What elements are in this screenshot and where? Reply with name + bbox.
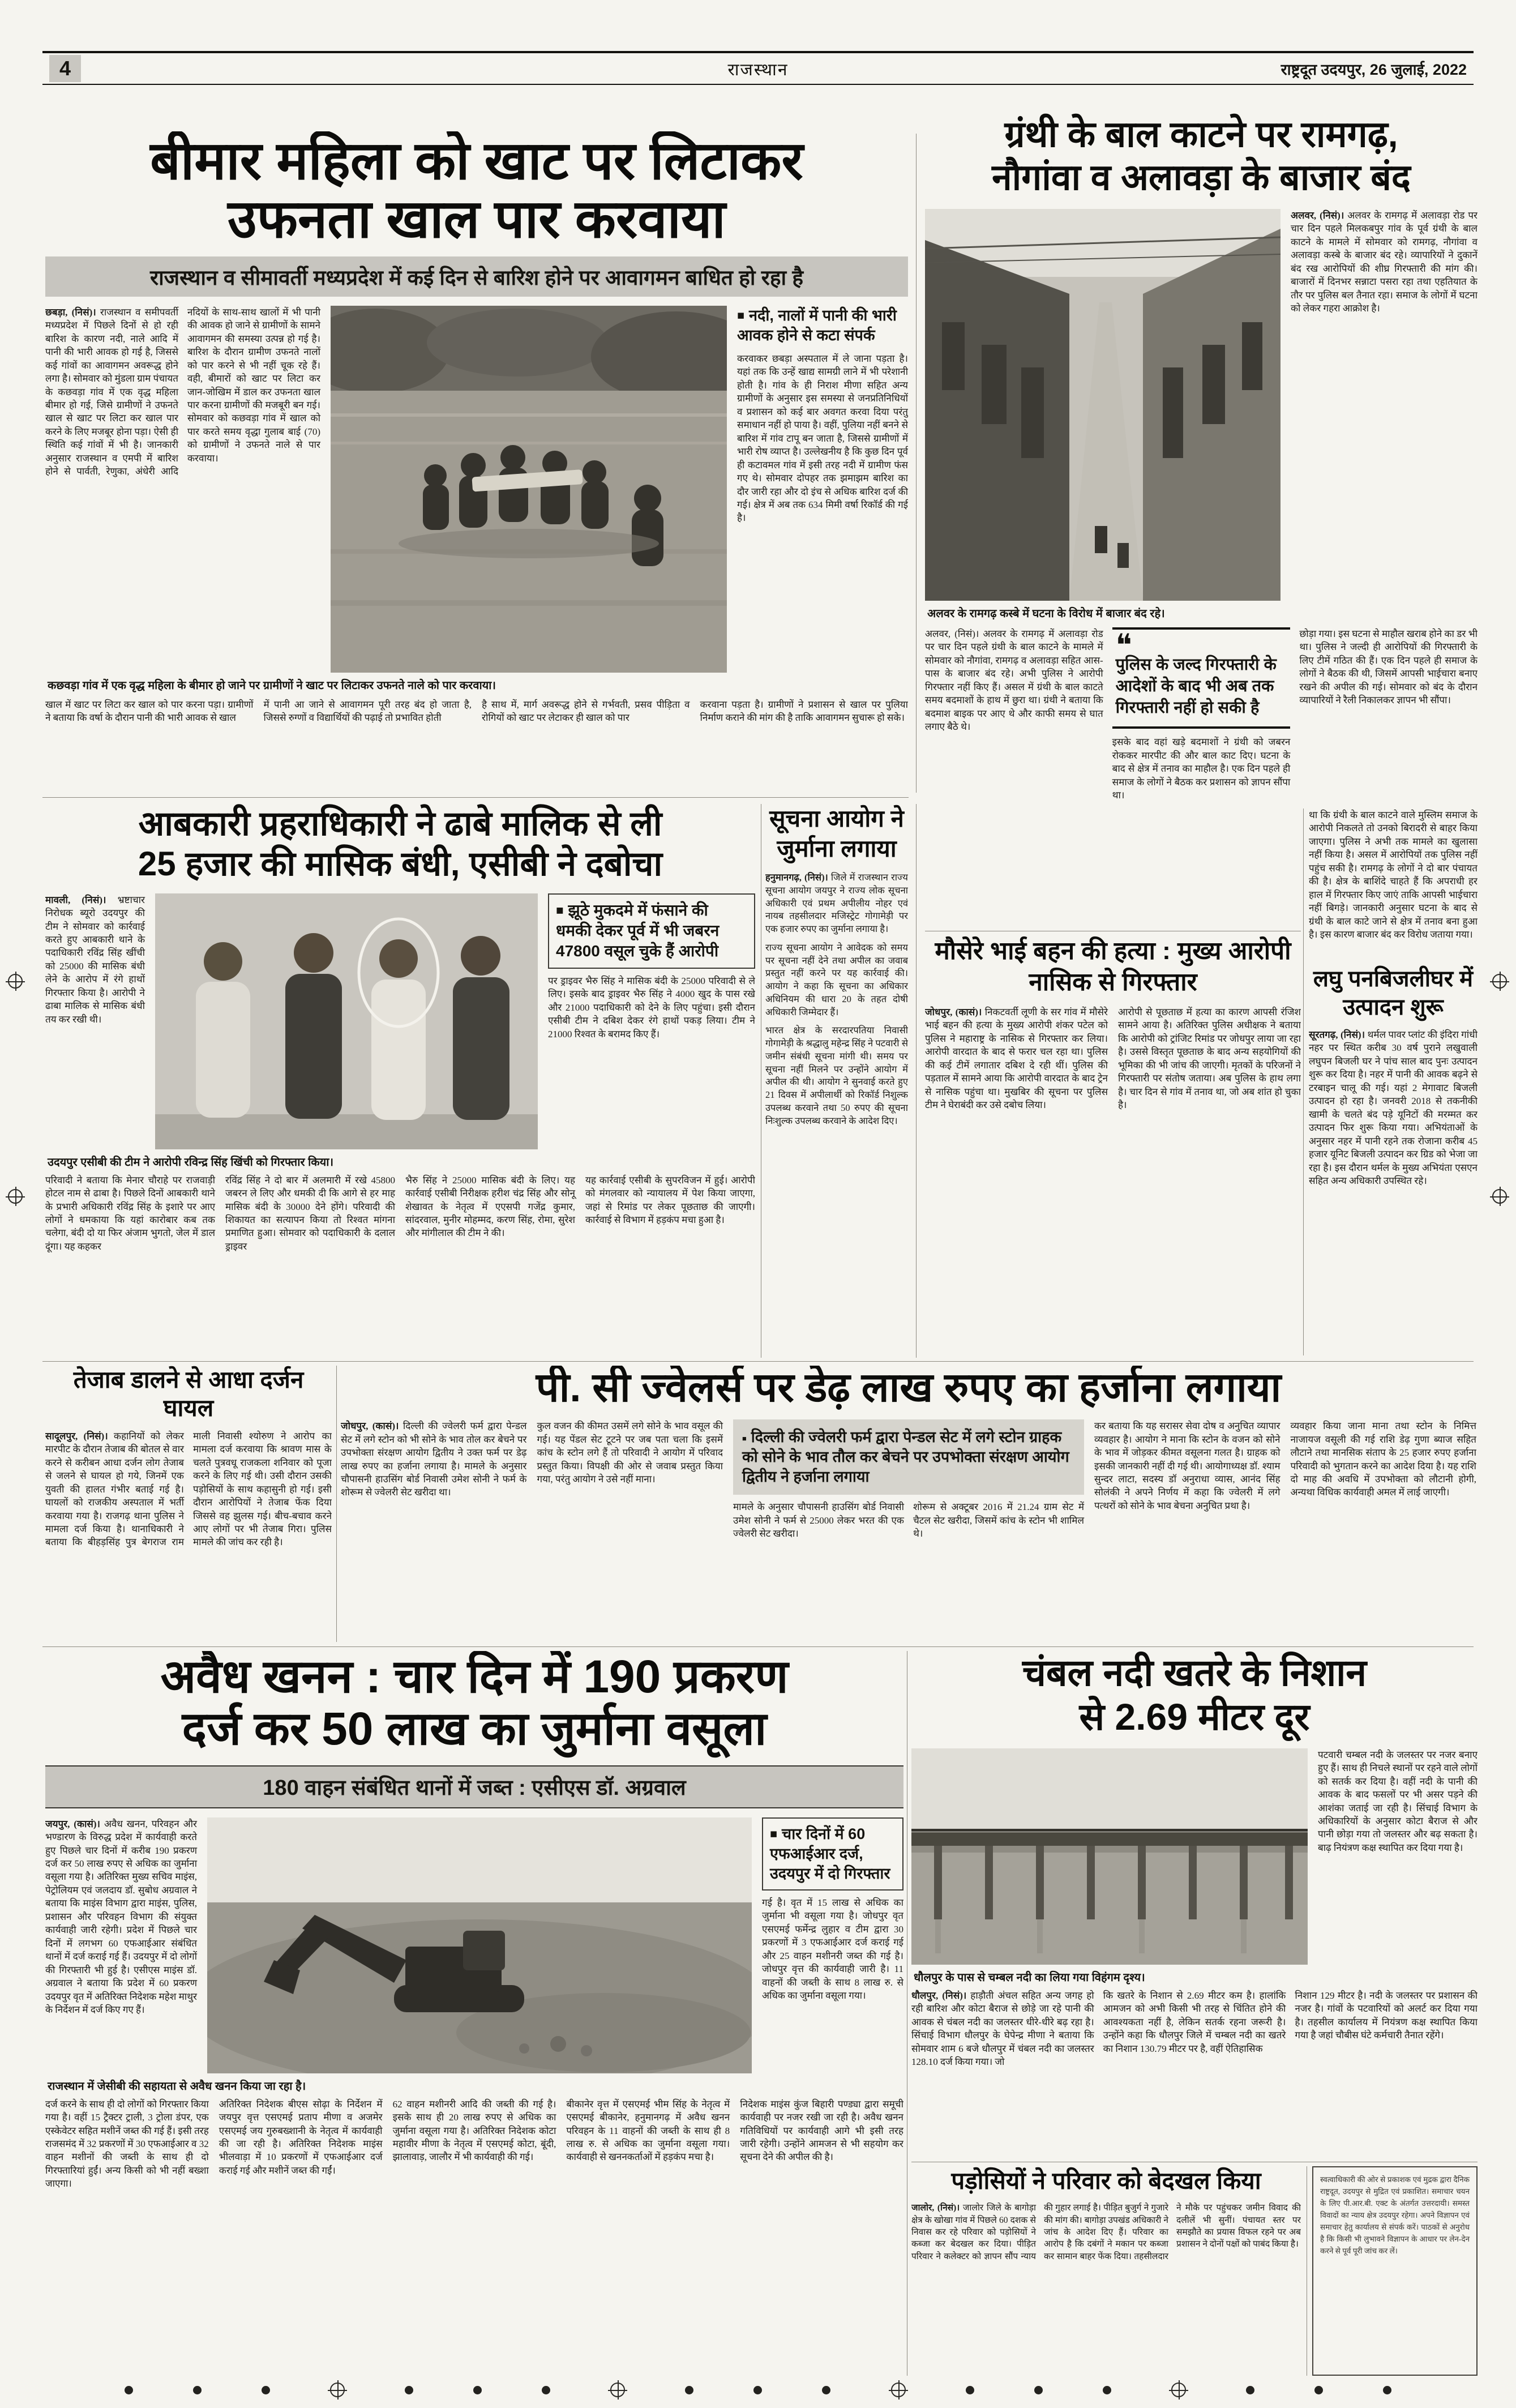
flood-lead-text: राजस्थान व समीपवर्ती मध्यप्रदेश में पिछले दिनों से हो रही बारिश के कारण नदी, नाले आदि में पानी की भारी आवक हो गई है, जिससे कई गांवों का आवागमन अवरूद्ध होने लगा है। सोमवार को मुंडला ग्राम पंचायत के कछवड़ा गांव में एक वृद्ध महिला बीमार हो गई, जिसे ग्रामीणों ने उफनते खाल से खाट पर लिटा कर खाल पार करने के लिए मजबूर होना पड़ा। ऐसी ही स्थिति कई गांवों में भी है। जानकारी अनुसार राजस्थान व एमपी में बारिश होने से पार्वती, रेणुका, अंधेरी आदि नदियों के साथ-साथ खालों में भी पानी की आवक हो जाने से ग्रामीणों के सामने आवागमन की समस्या उत्पन्न हो गई है। बारिश के दौरान ग्रामीण उफनते नालों को पार करने से भी नहीं चूक रहे हैं। वही, बीमारों को खाट पर लिटा कर जान-जोखिम में डाल कर उफनता खाल पार करना ग्रामीणों की मजबूरी बन गई। सोमवार को कछवड़ा गांव में खाल को पार करते समय वृद्धा गुलाब बाई (70) को ग्रामीणों ने उफनते नाले से पार करवाया। xyxy=(45,306,320,477)
granthi-callout-text: पुलिस के जल्द गिरफ्तारी के आदेशों के बाद भी अब तक गिरफ्तारी नहीं हो सकी है xyxy=(1115,656,1277,717)
article-padosi-bedakhal xyxy=(911,2166,1301,2376)
granthi-side-column xyxy=(1291,209,1478,601)
chambal-dateline: धौलपुर, (निसं)। xyxy=(911,1990,967,2001)
jewellers-graybox-text: दिल्ली की ज्वेलरी फर्म द्वारा पेन्डल सेट में लगे स्टोन ग्राहक को सोने के भाव तौल कर बेचने पर उपभोक्ता संरक्षण आयोग द्वितीय ने हर्जाना लगाया xyxy=(742,1428,1069,1486)
divider-vertical-laghu xyxy=(1303,809,1304,1355)
flood-box-title-wrap xyxy=(737,306,908,345)
acb-headline-line1: आबकारी प्रहराधिकारी ने ढाबे मालिक से ली xyxy=(138,805,662,842)
jewellers-mid-col-2: शोरूम से अक्टूबर 2016 में 21.24 ग्राम सेट में चैटल सेट खरीदा, जिसमें कांच के स्टोन भी शामिल थे। xyxy=(913,1502,1084,1539)
mining-dateline: जयपुर, (कासं)। xyxy=(45,1818,100,1829)
flood-dateline: छबड़ा, (निसं)। xyxy=(45,306,96,318)
granthi-headline-line2: नौगांवा व अलावड़ा के बाजार बंद xyxy=(992,156,1411,198)
suchna-para-1-text: जिले में राजस्थान राज्य सूचना आयोग जयपुर ने राज्य लोक सूचना अधिकारी एवं प्रथम अपीलीय नोहर एवं नायब तहसीलदार मजिस्ट्रेट गोगामेड़ी पर एक हजार रुपए का जुर्माना लगाया है। xyxy=(765,872,908,935)
tezab-body xyxy=(45,1430,332,1642)
granthi-dateline: अलवर, (निसं)। xyxy=(1291,210,1344,221)
suchna-para-3: भारत क्षेत्र के सरदारपतिया निवासी गोगामेड़ी के श्रद्धालु महेन्द्र सिंह ने पटवारी से जमीन संबंधी सूचना मांगी थी। समय पर सूचना नहीं मिलने पर उन्होंने आयोग में अपील की थी। आयोग ने सुनवाई करते हुए 21 दिवस में अपीलार्थी को रिकॉर्ड निशुल्क उपलब्ध करवाने तथा 50 रुपए की सूचना निःशुल्क उपलब्ध करवाने के आदेश दिए। xyxy=(765,1025,908,1126)
flood-photo-caption: कछवड़ा गांव में एक वृद्ध महिला के बीमार हो जाने पर ग्रामीणों ने खाट पर लिटाकर उफनते नाले को पार करवाया। xyxy=(48,679,496,692)
granthi-col-2 xyxy=(1112,627,1291,893)
print-dot-icon xyxy=(262,2386,270,2394)
mausere-col-1-text: निकटवर्ती लूणी के सर गांव में मौसेरे भाई बहन की हत्या के मुख्य आरोपी शंकर पटेल को पुलिस ने महाराष्ट्र के नासिक से गिरफ्तार कर लिया। आरोपी वारदात के बाद से फरार चल रहा था। पुलिस की कई टीमें लगातार दबिश दे रही थीं। पुलिस की पड़ताल में सामने आया कि आरोपी वारदात के बाद ट्रेन से नासिक पहुंचा था। मुखबिर की सूचना पर पुलिस टीम ने घेराबंदी कर उसे दबोच लिया। xyxy=(925,1007,1108,1111)
flood-bottom-col-1: खाल में खाट पर लिटा कर खाल को पार करना पड़ा। ग्रामीणों ने बताया कि वर्षा के दौरान पानी की भारी आवक से खाल xyxy=(45,699,254,724)
edition-dateline: राष्ट्रदूत उदयपुर, 26 जुलाई, 2022 xyxy=(1281,61,1467,78)
jewellers-col-6: व्यवहार किया जाना माना तथा स्टोन के निमित्त नाजायज वसूली की गई राशि डेढ़ गुणा ब्याज सहित लौटाने तथा मानसिक संताप के 25 हजार रुपए हर्जाना परिवादी को भुगतान करने का आदेश दिया है। यह राशि दो माह की अवधि में उपभोक्ता को लौटानी होगी, अन्यथा विधिक कार्यवाही अमल में लाई जाएगी। xyxy=(1290,1421,1476,1498)
print-dot-icon xyxy=(822,2386,830,2394)
chambal-photo-art xyxy=(911,1748,1308,1965)
mining-bottom-col-1: दर्ज करने के साथ ही दो लोगों को गिरफ्तार किया गया है। वहीं 15 ट्रैक्टर ट्राली, 3 ट्रोला डंपर, एक एस्केवेटर सहित मशीनें जब्त की गई हैं। इसी तरह राजसमंद में 32 प्रकरणों में 30 एफआईआर व 32 वाहन मशीनों की जब्ती के साथ ही दो गिरफ्तारियां हुईं। अन्य किसी को भी नहीं बख्शा जाएगा। xyxy=(45,2098,209,2189)
divider-vertical-jewellers xyxy=(336,1366,337,1642)
print-marks-strip xyxy=(125,2380,1391,2400)
mausere-headline: मौसेरे भाई बहन की हत्या : मुख्य आरोपी नासिक से गिरफ्तार xyxy=(935,937,1291,996)
print-dot-icon xyxy=(1034,2386,1043,2394)
suchna-para-1 xyxy=(765,871,908,936)
acb-photo-art xyxy=(155,893,538,1149)
mining-box-title-wrap xyxy=(762,1817,903,1891)
jewellers-middle-group xyxy=(733,1419,1084,1628)
acb-bottom-columns xyxy=(45,1174,755,1316)
acb-headline-line2: 25 हजार की मासिक बंधी, एसीबी ने दबोचा xyxy=(138,844,663,883)
print-dot-icon xyxy=(1383,2386,1391,2394)
mining-headline-line1: अवैध खनन : चार दिन में 190 प्रकरण xyxy=(160,1651,789,1703)
print-dot-icon xyxy=(966,2386,974,2394)
square-bullet-icon: ■ xyxy=(770,1826,778,1841)
article-suchna-ayog xyxy=(765,804,908,1358)
granthi-side-text: अलवर के रामगढ़ में अलावड़ा रोड पर चार दिन पहले मिलकबपुर गांव के पूर्व ग्रंथी के बाल काटने के मामले में सोमवार को रामगढ़, नौगांवा व अलावड़ा कस्बे के बाजार बंद रहे। व्यापारियों ने दुकानें बंद रख आरोपियों की शीघ्र गिरफ्तारी की मांग की। बाजारों में दिनभर सन्नाटा पसरा रहा तथा एहतियात के तौर पर पुलिस बल तैनात रहा। समाज के लोगों में घटना को लेकर गहरा आक्रोश है। xyxy=(1291,210,1478,314)
jewellers-headline: पी. सी ज्वेलर्स पर डेढ़ लाख रुपए का हर्जाना लगाया xyxy=(536,1366,1282,1410)
granthi-col-2-text: इसके बाद वहां खड़े बदमाशों ने ग्रंथी को जबरन रोककर मारपीट की और बाल काट दिए। घटना के बाद से क्षेत्र में तनाव का माहौल है। एक दिन पहले ही समाज के लोगों ने बैठक कर प्रशासन को ज्ञापन सौंपा था। xyxy=(1112,737,1291,801)
article-pc-jewellers xyxy=(341,1366,1476,1642)
mining-box-title: चार दिनों में 60 एफआईआर दर्ज, उदयपुर में दो गिरफ्तार xyxy=(770,1825,890,1882)
laghu-body-text: थर्मल पावर प्लांट की इंदिरा गांधी नहर पर स्थित करीब 30 वर्ष पुराने लखुवाली लघुपन बिजली घर ने पांच साल बाद पुनः उत्पादन शुरू कर दिया है। नहर में पानी की आवक बढ़ने से टरबाइन चालू की गई। यहां 2 मेगावाट बिजली उत्पादन हो रहा है। जनवरी 2018 से तकनीकी खामी के चलते बंद पड़े यूनिटों की मरम्मत कर उत्पादन फिर शुरू किया गया। अभियंताओं के अनुसार नहर में पानी रहने तक रोजाना करीब 45 हजार यूनिट बिजली उत्पादन कर ग्रिड को भेजा जा रहा है। इस दौरान थर्मल के मुख्य अभियंता एसएन सहित अन्य अधिकारी उपस्थित रहे। xyxy=(1309,1029,1478,1186)
acb-box-title-wrap xyxy=(548,893,755,969)
article-flood-crossing xyxy=(45,131,908,793)
bazaar-photo xyxy=(925,209,1281,601)
mining-sidebar xyxy=(762,1817,903,2073)
registration-mark-icon xyxy=(610,2383,625,2397)
padosi-body-text: जालोर जिले के बागोड़ा क्षेत्र के खोखा गांव में पिछले 60 दशक से निवास कर रहे परिवार को पड़ोसियों ने कब्जा कर बेदखल कर दिया। पीड़ित परिवार ने कलेक्टर को ज्ञापन सौंप न्याय की गुहार लगाई है। पीड़ित बुजुर्ग ने गुजारे की मांग की। बागोड़ा उपखंड अधिकारी ने जांच के आदेश दिए हैं। परिवार का आरोप है कि दबंगों ने मकान पर कब्जा कर सामान बाहर फेंक दिया। तहसीलदार ने मौके पर पहुंचकर जमीन विवाद की दलीलें भी सुनीं। पंचायत स्तर पर समझौते का प्रयास विफल रहने पर अब प्रशासन ने दोनों पक्षों को पाबंद किया है। xyxy=(911,2203,1301,2261)
acb-dateline: मावली, (निसं)। xyxy=(45,894,106,905)
acb-bottom-col-1: परिवादी ने बताया कि मेनार चौराहे पर राजवाड़ी होटल नाम से ढाबा है। पिछले दिनों आबकारी थाने के प्रभारी अधिकारी रविंद्र सिंह के इशारे पर आए लोगों ने धमकाया कि यहां कारोबार कब तक चलेगा, बंदी दो या फिर अंजाम भुगतो, जेल में डाल दूंगा। यह कहकर xyxy=(45,1174,215,1252)
divider-horizontal-3 xyxy=(42,1361,1474,1362)
flood-bottom-col-2: में पानी आ जाने से आवागमन पूरी तरह बंद हो जाता है, जिससे रुग्णों व विद्यार्थियों की पढ़ाई तो प्रभावित होती xyxy=(263,699,472,724)
mining-excavator-photo xyxy=(207,1817,752,2073)
granthi-col-3: छोड़ा गया। इस घटना से माहौल खराब होने का डर भी था। पुलिस ने जल्दी ही आरोपियों की गिरफ्तारी के लिए टीमें गठित की हैं। एक दिन पहले ही समाज के लोगों ने बैठक की थी, जिसमें आपसी भाईचारा बनाए रखने की अपील की गई। सोमवार को बंद के दौरान व्यापारियों ने रैली निकालकर ज्ञापन भी सौंपा। xyxy=(1299,628,1478,706)
flood-photo xyxy=(331,306,727,673)
flood-bottom-columns xyxy=(45,698,908,788)
chambal-bottom-col-1 xyxy=(911,1989,1094,2127)
chambal-bottom-col-2: कि खतरे के निशान से 2.69 मीटर कम है। हालांकि आमजन को अभी किसी भी तरह से चिंतित होने की आवश्यकता नहीं है, लेकिन सतर्क रहना जरूरी है। उन्होंने कहा कि धौलपुर जिले में चम्बल नदी का खतरे का निशान 130.79 मीटर पर है, वहीं ऐतिहासिक xyxy=(1103,1990,1286,2054)
divider-vertical-mid-right xyxy=(916,804,917,1358)
jewellers-col-1-text: दिल्ली की ज्वेलरी फर्म द्वारा पेन्डल सेट में लगे स्टोन को भी सोने के भाव तोल कर बेचने पर उपभोक्ता संरक्षण आयोग द्वितीय ने उक्त फर्म पर डेढ़ लाख रुपए का हर्जाना लगाया है। मामले के अनुसार चौपासनी हाउसिंग बोर्ड निवासी उमेश सोनी ने फर्म के शोरूम से ज्वेलरी सेट खरीदा था। xyxy=(341,1421,527,1498)
acb-bottom-col-3: भैरु सिंह ने 25000 मासिक बंदी के लिए। यह कार्रवाई एसीबी निरीक्षक हरीश चंद्र सिंह और सोनू शेखावत के नेतृत्व में एएसपी गजेंद्र कुमार, सांदरवाल, मुनीर मोहम्मद, करण सिंह, रोमा, सुरेश और मांगीलाल की टीम ने की। xyxy=(405,1174,575,1239)
chambal-bottom-columns xyxy=(911,1989,1478,2127)
mining-headline-line2: दर्ज कर 50 लाख का जुर्माना वसूला xyxy=(182,1703,767,1755)
flood-headline-line2: उफनता खाल पार करवाया xyxy=(228,189,726,249)
registration-mark-icon xyxy=(330,2383,345,2397)
acb-bottom-col-2: रविंद्र सिंह ने दो बार में अलमारी में रखे 45800 जबरन ले लिए और धमकी दी कि आगे से हर माह मासिक बंदी के 30000 देने होंगे। परिवादी की शिकायत का सत्यापन किया तो रिश्वत मांगना प्रमाणित हुआ। सोमवार को पदाधिकारी के दलाल ड्राइवर xyxy=(225,1174,395,1252)
print-dot-icon xyxy=(1246,2386,1254,2394)
print-dot-icon xyxy=(1103,2386,1111,2394)
suchna-dateline: हनुमानगढ़, (निसं)। xyxy=(765,872,828,883)
divider-horizontal-4 xyxy=(42,1646,1474,1647)
granthi-col-1: अलवर, (निसं)। अलवर के रामगढ़ में अलावड़ा रोड पर चार दिन पहले ग्रंथी के बाल काटने के मामले में सोमवार को नौगांवा, रामगढ़ व अलावड़ा सहित आस-पास के बाजार बंद रहे। अभी पुलिस ने आरोपी गिरफ्तार नहीं किए हैं। असल में ग्रंथी के बाल काटते समय बदमाशों के हाथ में छुरा था। ग्रंथी ने बताया कि बदमाश बाइक पर आए थे और काफी समय से घात लगाए बैठे थे। xyxy=(925,628,1103,733)
article-granthi-bandh xyxy=(925,113,1478,929)
flood-box-body: करवाकर छबड़ा अस्पताल में ले जाना पड़ता है। यहां तक कि उन्हें खाद्य सामग्री लाने में भी परेशानी होती है। गांव के ही निराश मीणा सहित अन्य ग्रामीणों के अनुसार इस समस्या से जनप्रतिनिधियों व प्रशासन को कई बार अवगत करवा दिया परंतु समाधान नहीं हो पाया है। वहीं, पुलिया नहीं बनने से बारिश में गांव टापू बन जाता है, जिससे ग्रामीणों में भारी रोष व्याप्त है। उल्लेखनीय है कि कुछ दिन पूर्व ही कटावमल गांव में इसी तरह नदी में ग्रामीण फंस गए थे। सोमवार दोपहर तक झमाझम बारिश का दौर जारी रहा और दो इंच से अधिक बारिश दर्ज की गई। क्षेत्र में अब तक 634 मिमी वर्षा रिकॉर्ड की गई है। xyxy=(737,353,908,524)
square-bullet-icon: ■ xyxy=(742,1435,747,1443)
chambal-bridge-photo xyxy=(911,1748,1308,1965)
mining-left-column xyxy=(45,1817,197,2073)
bazaar-photo-art xyxy=(925,209,1281,601)
registration-mark-icon xyxy=(1492,1189,1507,1204)
article-mausere-murder xyxy=(925,935,1301,1354)
mausere-col-1 xyxy=(925,1006,1108,1345)
acb-left-text: भ्रष्टाचार निरोधक ब्यूरो उदयपुर की टीम ने सोमवार को कार्रवाई करते हुए आबकारी थाने के पदाधिकारी रविंद्र सिंह खींची को 25000 की मासिक बंधी लेने के आरोप में रंगे हाथों गिरफ्तार किया है। आरोपी ने ढाबा मालिक से मासिक बंधी तय कर रखी थी। xyxy=(45,894,145,1025)
print-dot-icon xyxy=(753,2386,762,2394)
registration-mark-icon xyxy=(891,2383,906,2397)
mining-photo-caption: राजस्थान में जेसीबी की सहायता से अवैध खनन किया जा रहा है। xyxy=(48,2080,306,2093)
mining-bottom-columns xyxy=(45,2098,903,2325)
flood-bottom-col-3: है साथ में, मार्ग अवरूद्ध होने से गर्भवती, प्रसव पीड़िता व रोगियों को खाट पर लेटाकर ही खाल को पार xyxy=(482,699,690,724)
article-tezab xyxy=(45,1366,332,1642)
page-number: 4 xyxy=(49,55,81,82)
chambal-photo-caption: धौलपुर के पास से चम्बल नदी का लिया गया विहंगम दृश्य। xyxy=(914,1971,1145,1984)
laghu-dateline: सूरतगढ़, (निसं)। xyxy=(1309,1029,1365,1040)
mining-bottom-col-4: बीकानेर वृत्त में एसएमई भीम सिंह के नेतृत्व में एसएमई बीकानेर, हनुमानगढ़ में अवैध खनन परिवहन के 11 वाहनों की जब्ती के साथ ही 8 लाख रु. से अधिक का जुर्माना वसूला गया। कार्यवाही से खननकर्ताओं में हड़कंप मचा है। xyxy=(566,2098,730,2163)
flood-subhead: राजस्थान व सीमावर्ती मध्यप्रदेश में कई दिन से बारिश होने पर आवागमन बाधित हो रहा है xyxy=(45,256,908,297)
print-dot-icon xyxy=(542,2386,550,2394)
acb-photo-caption: उदयपुर एसीबी की टीम ने आरोपी रविन्द्र सिंह खिंची को गिरफ्तार किया। xyxy=(48,1156,334,1169)
flood-photo-art xyxy=(331,306,727,673)
tezab-headline: तेजाब डालने से आधा दर्जन घायल xyxy=(73,1366,304,1422)
bazaar-photo-caption: अलवर के रामगढ़ कस्बे में घटना के विरोध में बाजार बंद रहे। xyxy=(927,608,1165,621)
tezab-dateline: सादूलपुर, (निसं)। xyxy=(45,1430,108,1442)
print-dot-icon xyxy=(685,2386,693,2394)
acb-bottom-col-4: यह कार्रवाई एसीबी के सुपरविजन में हुई। आरोपी को मंगलवार को न्यायालय में पेश किया जाएगा, जहां से रिमांड पर लेकर पूछताछ की जाएगी। कार्रवाई से विभाग में हड़कंप मचा हुआ है। xyxy=(585,1174,755,1225)
article-acb-bribe xyxy=(45,804,755,1360)
chambal-bottom-col-3: निशान 129 मीटर है। नदी के जलस्तर पर प्रशासन की नजर है। गांवों के पटवारियों को अलर्ट कर दिया गया है। तहसील कार्यालय में नियंत्रण कक्ष स्थापित किया गया है जहां चौबीस घंटे कर्मचारी तैनात रहेंगे। xyxy=(1295,1990,1478,2041)
padosi-body xyxy=(911,2202,1301,2366)
acb-sidebar xyxy=(548,893,755,1149)
article-chambal-river xyxy=(911,1651,1478,2156)
article-laghu-panbijli xyxy=(1309,965,1478,1355)
acb-box-body: पर ड्राइवर भैरु सिंह ने मासिक बंदी के 25000 परिवादी से ले लिए। इसके बाद ड्राइवर भैरु सिंह ने 4000 खुद के पास रखे और 21000 पदाधिकारी को देने के लिए पहुंचा। इसी दौरान एसीबी टीम ने दबिश देकर रंगे हाथों पकड़ लिया। टीम ने 21000 रिश्वत के बरामद किए हैं। xyxy=(548,975,755,1040)
granthi-callout xyxy=(1112,627,1291,729)
flood-bottom-col-4: करवाना पड़ता है। ग्रामीणों ने प्रशासन से खाल पर पुलिया निर्माण कराने की मांग की है ताकि आवागमन सुचारू हो सके। xyxy=(700,699,908,724)
jewellers-col-1 xyxy=(341,1419,527,1628)
mining-bottom-col-3: 62 वाहन मशीनरी आदि की जब्ती की गई है। इसके साथ ही 20 लाख रुपए से अधिक का जुर्माना वसूला गया है। अतिरिक्त निदेशक कोटा महावीर मीणा के नेतृत्व में एसएमई कोटा, बूंदी, झालावाड़, जालौर में भी कार्यवाही की गई। xyxy=(392,2098,556,2163)
print-dot-icon xyxy=(125,2386,133,2394)
flood-headline-line1: बीमार महिला को खाट पर लिटाकर xyxy=(150,131,803,190)
chambal-headline-line1: चंबल नदी खतरे के निशान xyxy=(1022,1652,1367,1693)
jewellers-graybox xyxy=(733,1419,1084,1495)
registration-mark-icon xyxy=(1492,974,1507,989)
flood-box-title: नदी, नालों में पानी की भारी आवक होने से कटा संपर्क xyxy=(737,306,897,344)
print-dot-icon xyxy=(1314,2386,1323,2394)
granthi-right-continuation: था कि ग्रंथी के बाल काटने वाले मुस्लिम समाज के आरोपी निकलते तो उनको बिरादरी से बाहर किया जाएगा। पुलिस ने अभी तक मामले का खुलासा नहीं किया है। असल में आरोपियों तक पुलिस नहीं पहुंच सकी है। रामगढ़ के लोगों ने दो बार पंचायत की है। क्षेत्र के बाशिंदे चाहते हैं कि अपराधी हर हाल में गिरफ्तार किए जाएं ताकि आपसी भाईचारा नहीं बिगड़े। जानकारी अनुसार घटना के बाद से ग्रंथी के बाल काटे जाने से क्षेत्र में तनाव बना हुआ है। इस कारण बाजार बंद कर विरोध जताया गया। xyxy=(1309,810,1478,940)
padosi-headline: पड़ोसियों ने परिवार को बेदखल किया xyxy=(951,2167,1261,2194)
registration-mark-icon xyxy=(8,974,23,989)
padosi-dateline: जालोर, (निसं)। xyxy=(911,2203,960,2213)
square-bullet-icon: ■ xyxy=(737,307,745,322)
imprint-box: स्वत्वाधिकारी की ओर से प्रकाशक एवं मुद्रक द्वारा दैनिक राष्ट्रदूत, उदयपुर से मुद्रित एवं प्रकाशित। समाचार चयन के लिए पी.आर.बी. एक्ट के अंतर्गत उत्तरदायी। समस्त विवादों का न्याय क्षेत्र उदयपुर रहेगा। अपने विज्ञापन एवं समाचार हेतु कार्यालय से संपर्क करें। पाठकों से अनुरोध है कि किसी भी लुभावने विज्ञापन के आधार पर लेन-देन करने से पूर्व पूरी जांच कर लें। xyxy=(1312,2166,1478,2376)
jewellers-dateline: जोधपुर, (कासं)। xyxy=(341,1421,399,1432)
jewellers-col-5: कर बताया कि यह सरासर सेवा दोष व अनुचित व्यापार व्यवहार है। आयोग ने माना कि स्टोन के वजन को सोने के भाव में जोड़कर कीमत वसूलना गलत है। ग्राहक को इसकी जानकारी नहीं दी गई थी। आयोगाध्यक्ष डॉ. श्याम सुन्दर लाटा, सदस्य डॉ अनुराधा व्यास, आनंद सिंह सोलंकी ने अपने निर्णय में कहा कि ज्वेलरी में लगे पत्थरों को सोने के भाव बेचना अनुचित प्रथा है। xyxy=(1094,1421,1281,1511)
mausere-col-2: आरोपी से पूछताछ में हत्या का कारण आपसी रंजिश सामने आया है। अतिरिक्त पुलिस अधीक्षक ने बताया कि आरोपी को ट्रांजिट रिमांड पर जोधपुर लाया जा रहा है। उससे विस्तृत पूछताछ के बाद अन्य सहयोगियों की भूमिका की भी जांच की जाएगी। मृतकों के परिजनों ने गिरफ्तारी पर संतोष जताया। अब पुलिस के हाथ लगा है। चार दिन से गांव में तनाव था, जो अब शांत हो चुका है। xyxy=(1118,1007,1301,1111)
jewellers-col-2: कुल वजन की कीमत उसमें लगे सोने के भाव वसूल की गई। यह पेंडल सेट टूटने पर जब पता चला कि इसमें कांच के स्टोन लगे हैं तो परिवादी ने आयोग में परिवाद प्रस्तुत किया। विपक्षी की ओर से जवाब प्रस्तुत किया गया, परंतु आयोग ने उसे नहीं माना। xyxy=(537,1421,723,1485)
suchna-headline: सूचना आयोग ने जुर्माना लगाया xyxy=(769,805,904,862)
laghu-headline: लघु पनबिजलीघर में उत्पादन शुरू xyxy=(1313,966,1474,1020)
registration-mark-icon xyxy=(8,1189,23,1204)
divider-horizontal-1 xyxy=(42,797,909,798)
mausere-dateline: जोधपुर, (कासं)। xyxy=(925,1007,982,1017)
flood-lead-columns xyxy=(45,306,320,673)
suchna-para-2: राज्य सूचना आयोग ने आवेदक को समय पर सूचना नहीं देने तथा अपील का जवाब प्रस्तुत नहीं करने पर यह कार्रवाई की। आयोग ने कहा कि सूचना का अधिकार अधिनियम की धारा 20 के तहत दोषी अधिकारी जिम्मेदार हैं। xyxy=(765,942,908,1017)
chambal-bottom-col-1-text: हाड़ौती अंचल सहित अन्य जगह हो रही बारिश और कोटा बैराज से छोड़े जा रहे पानी की आवक से चंबल नदी का जलस्तर धीरे-धीरे बढ़ रहा है। सिंचाई विभाग धौलपुर के घेपेन्द्र मीणा ने बताया कि सोमवार शाम 6 बजे धौलपुर में चंबल नदी का जलस्तर 128.10 दर्ज किया गया। जो xyxy=(911,1990,1094,2068)
mining-bottom-col-5: निदेशक माइंस कुंज बिहारी पण्ड्या द्वारा समूची कार्यवाही पर नजर रखी जा रही है। अवैध खनन गतिविधियों पर कार्यवाही आगे भी इसी तरह जारी रहेगी। उन्होंने आमजन से भी सहयोग कर सूचना देने की अपील की है। xyxy=(740,2098,903,2163)
laghu-body xyxy=(1309,1028,1478,1187)
granthi-headline-line1: ग्रंथी के बाल काटने पर रामगढ़, xyxy=(1004,114,1398,155)
acb-left-column xyxy=(45,893,145,1149)
jewellers-mid-col-1: मामले के अनुसार चौपासनी हाउसिंग बोर्ड निवासी उमेश सोनी ने फर्म से 25000 लेकर भरत की एक ज्वेलरी सेट खरीदा। xyxy=(733,1502,904,1539)
mining-box-body: गई है। वृत में 15 लाख से अधिक का जुर्माना भी वसूला गया है। जोधपुर वृत एसएमई फर्मेन्द्र लुहार व टीम द्वारा 30 प्रकरणों में 3 एफआईआर दर्ज कराई गई और 25 वाहन मशीनरी जब्त की गई है। जोधपुर वृत्त की कार्यवाही जारी है। 11 वाहनों की जब्ती के साथ 8 लाख रु. से अधिक का जुर्माना वसूला गया। xyxy=(762,1897,903,2001)
mining-bottom-col-2: अतिरिक्त निदेशक बीएस सोढ़ा के निर्देशन में जयपुर वृत्त एसएमई प्रताप मीणा व अजमेर एसएमई जय गुरुबख्शानी के नेतृत्व में कार्यवाही की जा रही है। अतिरिक्त निदेशक माइंस भीलवाड़ा में 10 प्रकरणों में एफआईआर दर्ज कराई गई और मशीनें जब्त की गईं। xyxy=(219,2098,383,2176)
page-header xyxy=(42,51,1474,85)
mining-subhead: 180 वाहन संबंधित थानों में जब्त : एसीएस डॉ. अग्रवाल xyxy=(45,1765,903,1808)
section-name: राजस्थान xyxy=(727,60,789,79)
chambal-right-column: पटवारी चम्बल नदी के जलस्तर पर नजर बनाए हुए हैं। साथ ही निचले स्थानों पर रहने वाले लोगों को सतर्क कर दिया है। वहीं नदी के पानी की आवक के बाद फसलों पर भी असर पड़ने की आशंका जताई जा रही है। सिंचाई विभाग के अधिकारियों के अनुसार कोटा बैराज से और पानी छोड़ा गया तो जलस्तर और बढ़ सकता है। बाढ़ नियंत्रण कक्ष स्थापित कर दिया गया है। xyxy=(1318,1749,1478,1853)
tezab-body-text: कहानियों को लेकर मारपीट के दौरान तेजाब की बोतल से वार करने से करीबन आधा दर्जन लोग तेजाब से जलने से घायल हो गये, जिनमें एक युवती की हालत गंभीर बताई गई है। घायलों को राजकीय अस्पताल में भर्ती करवाया गया है। राजगढ़ थाना पुलिस ने मामला दर्ज किया है। थानाधिकारी ने बताया कि बीहड़सिंह पुत्र बेगराज राम माली निवासी श्योरुण ने आरोप का मामला दर्ज करवाया कि श्रावण मास के चलते पुत्रवधू राजकला शनिवार को पूजा करने के लिए गई थी। उसी दौरान उसकी पड़ोसियों के साथ कहासुनी हो गई। इसी दौरान आरोपियों ने तेजाब फेंक दिया जिससे वह झुलस गई। बीच-बचाव करने आए लोगों पर भी तेजाब गिरा। पुलिस मामले की जांच कर रही है। xyxy=(45,1430,332,1548)
quote-icon: ❝ xyxy=(1115,628,1132,663)
flood-sidebar xyxy=(737,306,908,673)
chambal-headline-line2: से 2.69 मीटर दूर xyxy=(1079,1695,1310,1738)
acb-box-title: झूठे मुकदमे में फंसाने की धमकी देकर पूर्व में भी जबरन 47800 वसूल चुके हैं आरोपी xyxy=(556,901,720,960)
square-bullet-icon: ■ xyxy=(556,903,564,917)
registration-mark-icon xyxy=(1171,2383,1186,2397)
mining-photo-art xyxy=(207,1817,752,2073)
article-illegal-mining xyxy=(45,1651,903,2378)
print-dot-icon xyxy=(193,2386,202,2394)
divider-vertical-top xyxy=(916,134,917,793)
acb-arrest-photo xyxy=(155,893,538,1149)
print-dot-icon xyxy=(473,2386,482,2394)
mining-left-text: अवैध खनन, परिवहन और भण्डारण के विरुद्ध प्रदेश में कार्यवाही करते हुए पिछले चार दिनों में करीब 190 प्रकरण दर्ज कर 50 लाख रुपए से अधिक का जुर्माना वसूला गया है। अतिरिक्त मुख्य सचिव माइंस, पेट्रोलियम एवं जलदाय डॉ. सुबोध अग्रवाल ने बताया कि माइंस विभाग द्वारा माइंस, पुलिस, प्रशासन और परिवहन विभाग की संयुक्त कार्यवाही जारी रहेगी। प्रदेश में पिछले चार दिनों में लगभग 60 एफआईआर संबंधित थानों में दर्ज कराई गई हैं। उदयपुर में दो लोगों की गिरफ्तारी भी हुई है। एसीएस माइंस डॉ. अग्रवाल ने बताया कि प्रदेश में 60 प्रकरण उदयपुर वृत में अतिरिक्त निदेशक महेश माथुर के निर्देशन में दर्ज किए गए हैं। xyxy=(45,1818,197,2015)
print-dot-icon xyxy=(405,2386,413,2394)
